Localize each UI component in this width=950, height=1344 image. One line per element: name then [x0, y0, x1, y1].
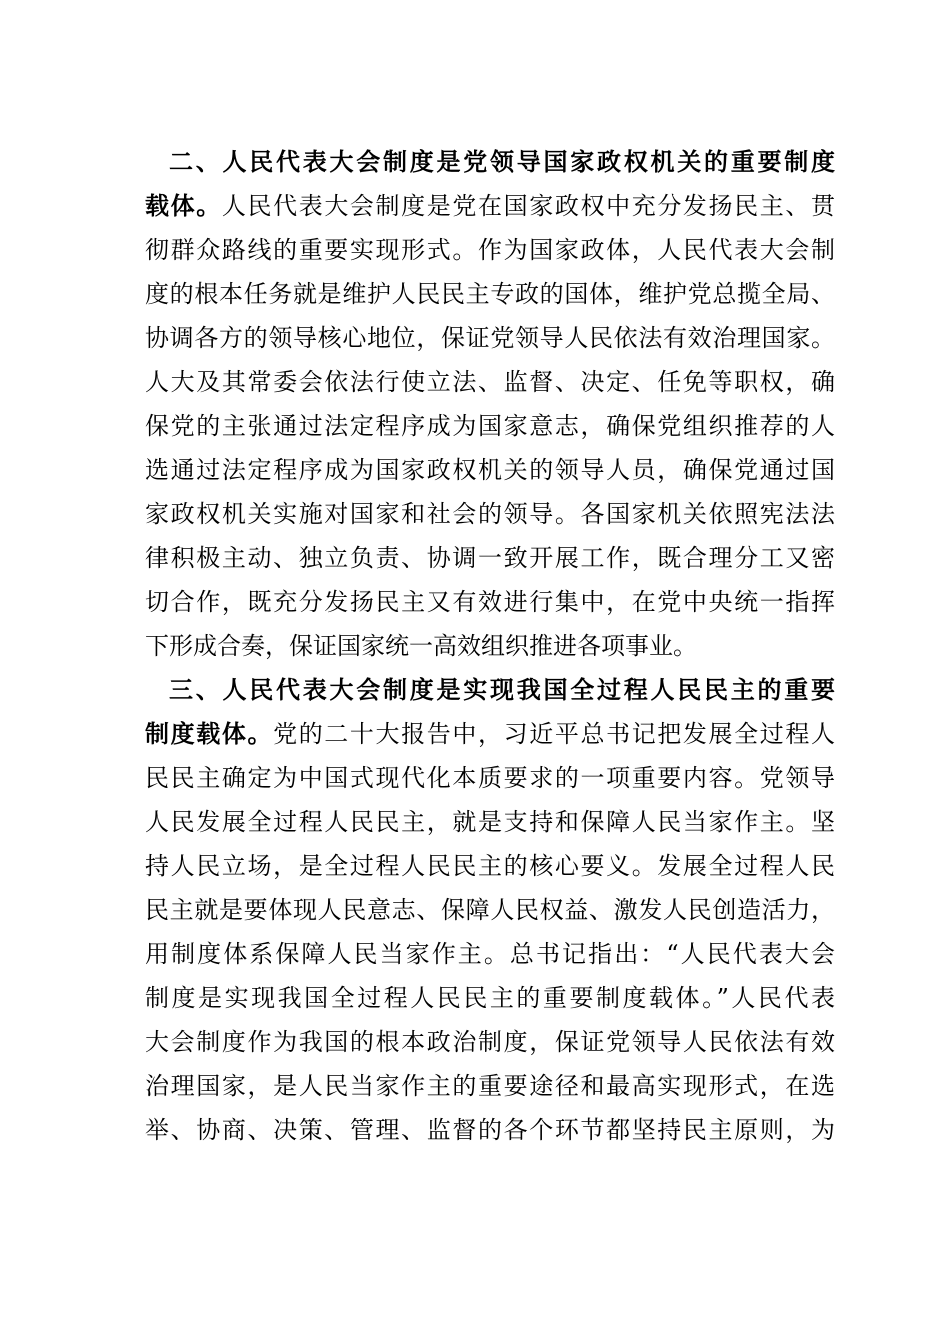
- section3-body-start: 党的二十大报告中，习近平总书记把发展全过程人: [273, 720, 835, 748]
- section3-line: 持人民立场，是全过程人民民主的核心要义。发展全过程人民: [145, 852, 835, 880]
- document-body: [145, 140, 835, 1152]
- section2-line: 选通过法定程序成为国家政权机关的领导人员，确保党通过国: [145, 456, 835, 484]
- section2-line: 家政权机关实施对国家和社会的领导。各国家机关依照宪法法: [145, 500, 835, 528]
- section3-heading-line1: 三、人民代表大会制度是实现我国全过程人民民主的重要: [169, 676, 835, 704]
- section3-line: 制度是实现我国全过程人民民主的重要制度载体。”人民代表: [145, 984, 835, 1012]
- section3-line: 民民主确定为中国式现代化本质要求的一项重要内容。党领导: [145, 764, 835, 792]
- section2-line: 彻群众路线的重要实现形式。作为国家政体，人民代表大会制: [145, 236, 835, 264]
- section2-line: 律积极主动、独立负责、协调一致开展工作，既合理分工又密: [145, 544, 835, 572]
- section3-line: 民主就是要体现人民意志、保障人民权益、激发人民创造活力，: [145, 896, 835, 924]
- section2-line: 度的根本任务就是维护人民民主专政的国体，维护党总揽全局、: [145, 280, 835, 308]
- section2-line: 切合作，既充分发扬民主又有效进行集中，在党中央统一指挥: [145, 588, 835, 616]
- section3-heading-end: 制度载体。: [145, 720, 274, 748]
- section3-line: 人民发展全过程人民民主，就是支持和保障人民当家作主。坚: [145, 808, 835, 836]
- section3-line: 用制度体系保障人民当家作主。总书记指出：“人民代表大会: [145, 940, 835, 968]
- section2-body-start: 人民代表大会制度是党在国家政权中充分发扬民主、贯: [221, 192, 836, 220]
- section2-heading-end: 载体。: [145, 192, 222, 220]
- section2-line: 保党的主张通过法定程序成为国家意志，确保党组织推荐的人: [145, 412, 835, 440]
- section2-heading-line1: 二、人民代表大会制度是党领导国家政权机关的重要制度: [169, 148, 835, 176]
- section2-line: 协调各方的领导核心地位，保证党领导人民依法有效治理国家。: [145, 324, 835, 352]
- section2-line-last: 下形成合奏，保证国家统一高效组织推进各项事业。: [145, 632, 697, 660]
- section3-line: 举、协商、决策、管理、监督的各个环节都坚持民主原则，为: [145, 1116, 835, 1144]
- section3-line: 治理国家，是人民当家作主的重要途径和最高实现形式，在选: [145, 1072, 835, 1100]
- section2-line: 人大及其常委会依法行使立法、监督、决定、任免等职权，确: [145, 368, 835, 396]
- section3-heading-line2: [145, 712, 835, 756]
- section3-line: 大会制度作为我国的根本政治制度，保证党领导人民依法有效: [145, 1028, 835, 1056]
- section2-heading-line2: [145, 184, 835, 228]
